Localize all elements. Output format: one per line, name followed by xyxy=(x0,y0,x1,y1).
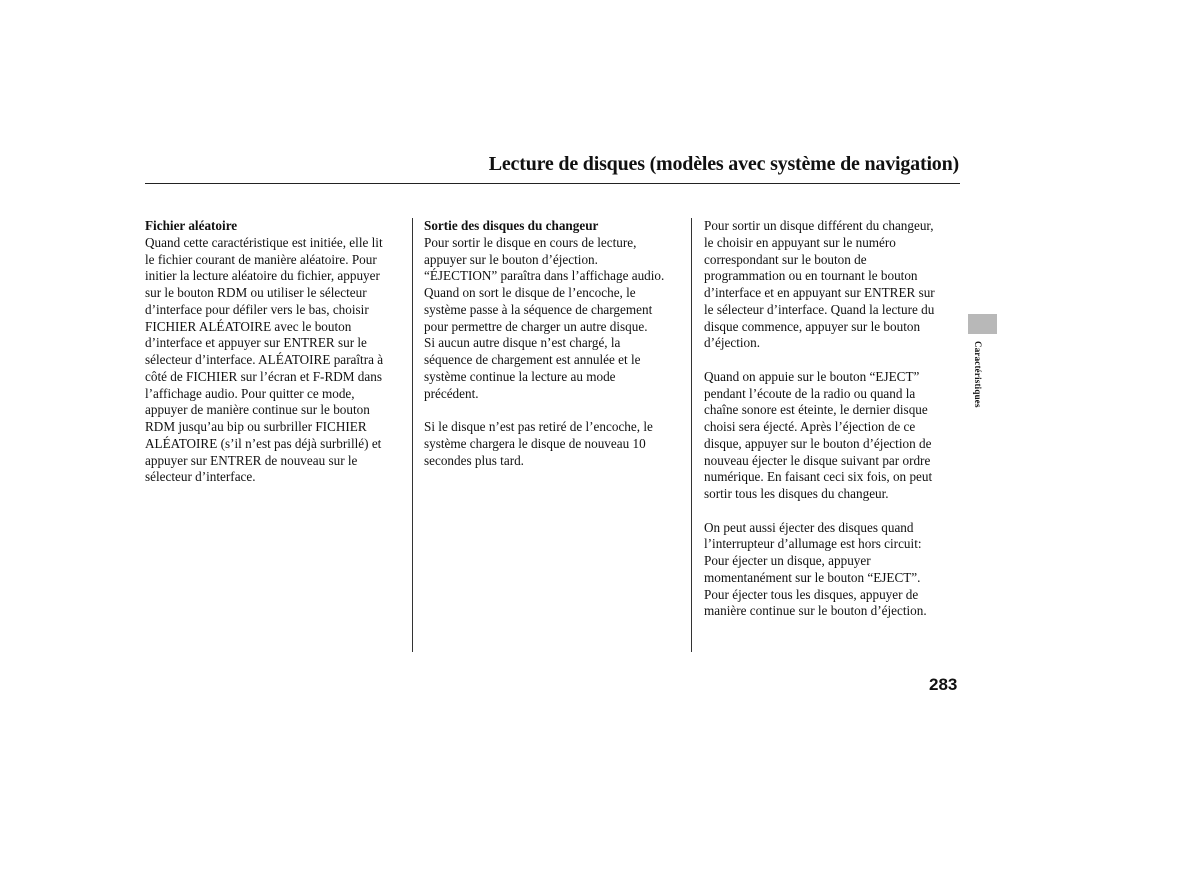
column-random-file xyxy=(145,218,383,486)
text-line: sélecteur d’interface. xyxy=(145,469,256,485)
page-number: 283 xyxy=(929,675,958,694)
column-divider xyxy=(691,218,692,652)
text-line: nouveau éjecter le disque suivant par ordre xyxy=(704,452,931,468)
text-line: séquence de chargement est annulée et le xyxy=(424,352,641,367)
text-line: le choisir en appuyant sur le numéro xyxy=(704,234,896,250)
text-line: disque, appuyer sur le bouton d’éjection de xyxy=(704,435,932,451)
text-line: d’interface et en appuyant sur ENTRER sur xyxy=(704,285,935,300)
paragraph xyxy=(704,218,935,352)
section-tab-marker xyxy=(968,314,997,334)
text-line: côté de FICHIER sur l’écran et F-RDM dans xyxy=(145,368,382,384)
page-title: Lecture de disques (modèles avec système de navigation) xyxy=(488,153,959,175)
text-line: initier la lecture aléatoire du fichier, appuyer xyxy=(145,268,380,284)
paragraph xyxy=(145,235,383,486)
text-line: système continue la lecture au mode xyxy=(424,368,616,384)
text-line: d’interface pour défiler vers le bas, choisir xyxy=(145,301,369,317)
text-line: correspondant sur le bouton de xyxy=(704,251,867,267)
text-line: manière continue sur le bouton d’éjection. xyxy=(704,603,927,619)
text-line: Pour éjecter tous les disques, appuyer de xyxy=(704,586,919,602)
text-line: RDM jusqu’au bip ou surbriller FICHIER xyxy=(145,419,367,434)
text-line: Pour éjecter un disque, appuyer xyxy=(704,553,871,568)
text-line: “ÉJECTION” paraîtra dans l’affichage audio. xyxy=(424,268,665,284)
text-line: programmation ou en tournant le bouton xyxy=(704,268,918,284)
column-divider xyxy=(412,218,413,652)
text-line: sélecteur d’interface. ALÉATOIRE paraîtra à xyxy=(145,352,384,367)
text-line: Si le disque n’est pas retiré de l’encoche, le xyxy=(424,419,653,434)
text-line: sortir tous les disques du changeur. xyxy=(704,486,889,501)
text-line: appuyer sur le bouton d’éjection. xyxy=(424,251,598,267)
text-line: l’affichage audio. Pour quitter ce mode, xyxy=(145,385,355,401)
text-line: Si aucun autre disque n’est chargé, la xyxy=(424,335,621,351)
section-heading-random-file: Fichier aléatoire xyxy=(145,218,238,233)
text-line: le fichier courant de manière aléatoire. Pour xyxy=(145,251,377,267)
text-line: On peut aussi éjecter des disques quand xyxy=(704,519,914,535)
text-line: Quand on appuie sur le bouton “EJECT” xyxy=(704,368,920,384)
section-tab-label: Caractéristiques xyxy=(973,341,983,408)
paragraph xyxy=(424,419,664,469)
text-line: FICHIER ALÉATOIRE avec le bouton xyxy=(145,318,352,334)
text-line: choisi sera éjecté. Après l’éjection de ce xyxy=(704,419,916,434)
text-line: d’éjection. xyxy=(704,335,761,351)
text-line: pendant l’écoute de la radio ou quand la xyxy=(704,385,916,401)
text-line: Pour sortir un disque différent du changeur, xyxy=(704,218,934,233)
text-line: l’interrupteur d’allumage est hors circuit: xyxy=(704,536,922,552)
paragraph xyxy=(704,369,935,503)
text-line: secondes plus tard. xyxy=(424,452,524,468)
text-line: système passe à la séquence de chargement xyxy=(424,301,653,317)
text-line: momentanément sur le bouton “EJECT”. xyxy=(704,569,921,585)
paragraph xyxy=(704,520,935,621)
paragraph xyxy=(424,235,664,403)
column-eject-details xyxy=(704,218,935,620)
section-heading-changer-eject: Sortie des disques du changeur xyxy=(424,218,599,233)
title-divider xyxy=(145,183,960,184)
text-line: système chargera le disque de nouveau 10 xyxy=(424,435,646,451)
text-line: appuyer de manière continue sur le bouton xyxy=(145,402,370,418)
text-line: sur le bouton RDM ou utiliser le sélecteur xyxy=(145,285,367,300)
text-line: d’interface et appuyer sur ENTRER sur le xyxy=(145,335,367,351)
text-line: appuyer sur ENTRER de nouveau sur le xyxy=(145,452,358,468)
text-line: pour permettre de charger un autre disque. xyxy=(424,318,648,334)
text-line: numérique. En faisant ceci six fois, on peut xyxy=(704,469,933,485)
text-line: précédent. xyxy=(424,385,479,401)
text-line: chaîne sonore est éteinte, le dernier disque xyxy=(704,402,928,418)
text-line: le sélecteur d’interface. Quand la lecture du xyxy=(704,301,935,317)
column-changer-eject xyxy=(424,218,664,469)
text-line: Quand cette caractéristique est initiée, elle lit xyxy=(145,234,383,250)
text-line: ALÉATOIRE (s’il n’est pas déjà surbrillé) et xyxy=(145,435,382,451)
text-line: disque commence, appuyer sur le bouton xyxy=(704,318,921,334)
text-line: Quand on sort le disque de l’encoche, le xyxy=(424,285,636,300)
text-line: Pour sortir le disque en cours de lecture, xyxy=(424,234,637,250)
